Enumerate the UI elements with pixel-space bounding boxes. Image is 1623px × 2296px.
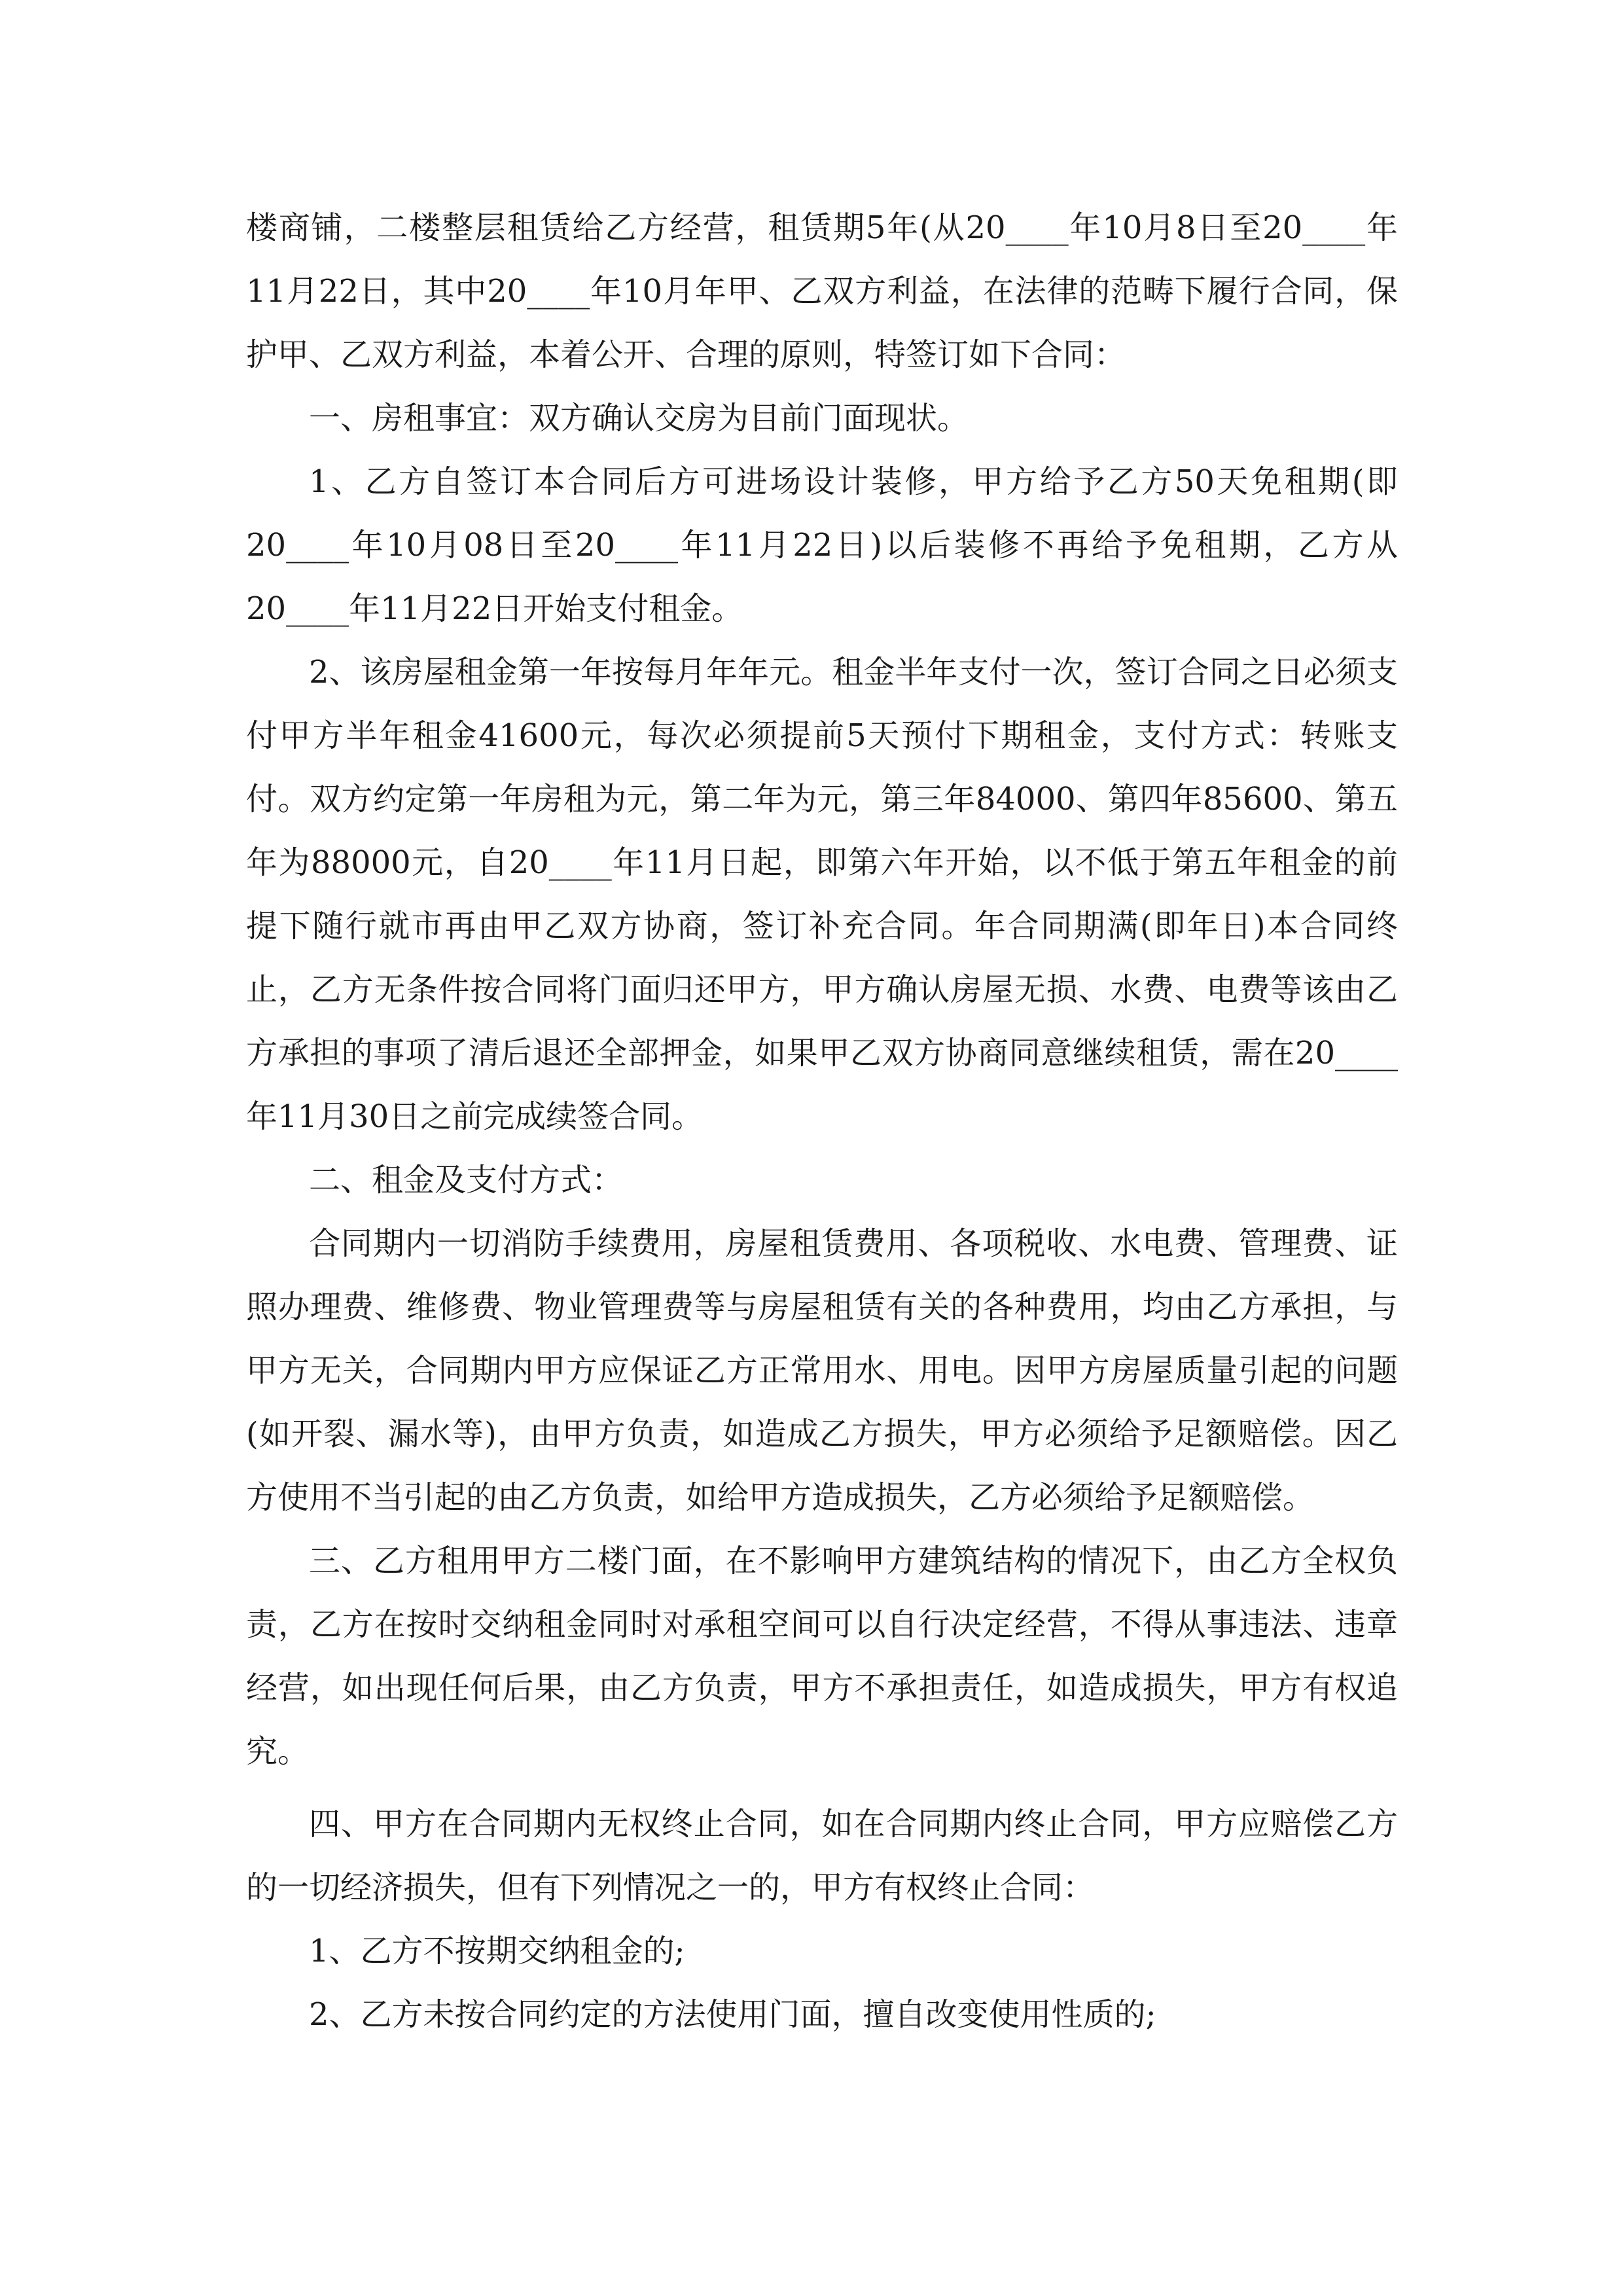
paragraph-section-2-body: 合同期内一切消防手续费用，房屋租赁费用、各项税收、水电费、管理费、证照办理费、维修费、物业管理费等与房屋租赁有关的各种费用，均由乙方承担，与甲方无关，合同期内甲方应保证乙方正常用水、用电。因甲方房屋质量引起的问题(如开裂、漏水等)，由甲方负责，如造成乙方损失，甲方必须给予足额赔偿。因乙方使用不当引起的由乙方负责，如给甲方造成损失，乙方必须给予足额赔偿。: [246, 1225, 1398, 1516]
paragraph-clause-1-2: 2、该房屋租金第一年按每月年年元。租金半年支付一次，签订合同之日必须支付甲方半年租金41600元，每次必须提前5天预付下期租金，支付方式：转账支付。双方约定第一年房租为元，第二年为元，第三年84000、第四年85600、第五年为88000元，自20____年11月日起，即第六年开始，以不低于第五年租金的前提下随行就市再由甲乙双方协商，签订补充合同。年合同期满(即年日)本合同终止，乙方无条件按合同将门面归还甲方，甲方确认房屋无损、水费、电费等该由乙方承担的事项了清后退还全部押金，如果甲乙双方协商同意继续租赁，需在20____年11月30日之前完成续签合同。: [246, 654, 1398, 1135]
paragraph-section-1-heading: 一、房租事宜：双方确认交房为目前门面现状。: [309, 400, 969, 437]
paragraph-section-4: 四、甲方在合同期内无权终止合同，如在合同期内终止合同，甲方应赔偿乙方的一切经济损失，但有下列情况之一的，甲方有权终止合同：: [246, 1806, 1398, 1906]
paragraph-clause-4-1: 1、乙方不按期交纳租金的;: [309, 1933, 685, 1969]
paragraph-lease-intro: 楼商铺，二楼整层租赁给乙方经营，租赁期5年(从20____年10月8日至20____年11月22日，其中20____年10月年甲、乙双方利益，在法律的范畴下履行合同，保护甲、乙双方利益，本着公开、合理的原则，特签订如下合同：: [246, 209, 1398, 373]
paragraph-clause-4-2: 2、乙方未按合同约定的方法使用门面，擅自改变使用性质的;: [309, 1996, 1156, 2033]
paragraph-clause-1-1: 1、乙方自签订本合同后方可进场设计装修，甲方给予乙方50天免租期(即20____年10月08日至20____年11月22日)以后装修不再给予免租期，乙方从20____年11月22日开始支付租金。: [246, 463, 1398, 627]
paragraph-section-2-heading: 二、租金及支付方式：: [309, 1162, 624, 1198]
paragraph-section-3: 三、乙方租用甲方二楼门面，在不影响甲方建筑结构的情况下，由乙方全权负责，乙方在按时交纳租金同时对承租空间可以自行决定经营，不得从事违法、违章经营，如出现任何后果，由乙方负责，甲方不承担责任，如造成损失，甲方有权追究。: [246, 1543, 1398, 1770]
document-body: [246, 196, 1398, 2047]
